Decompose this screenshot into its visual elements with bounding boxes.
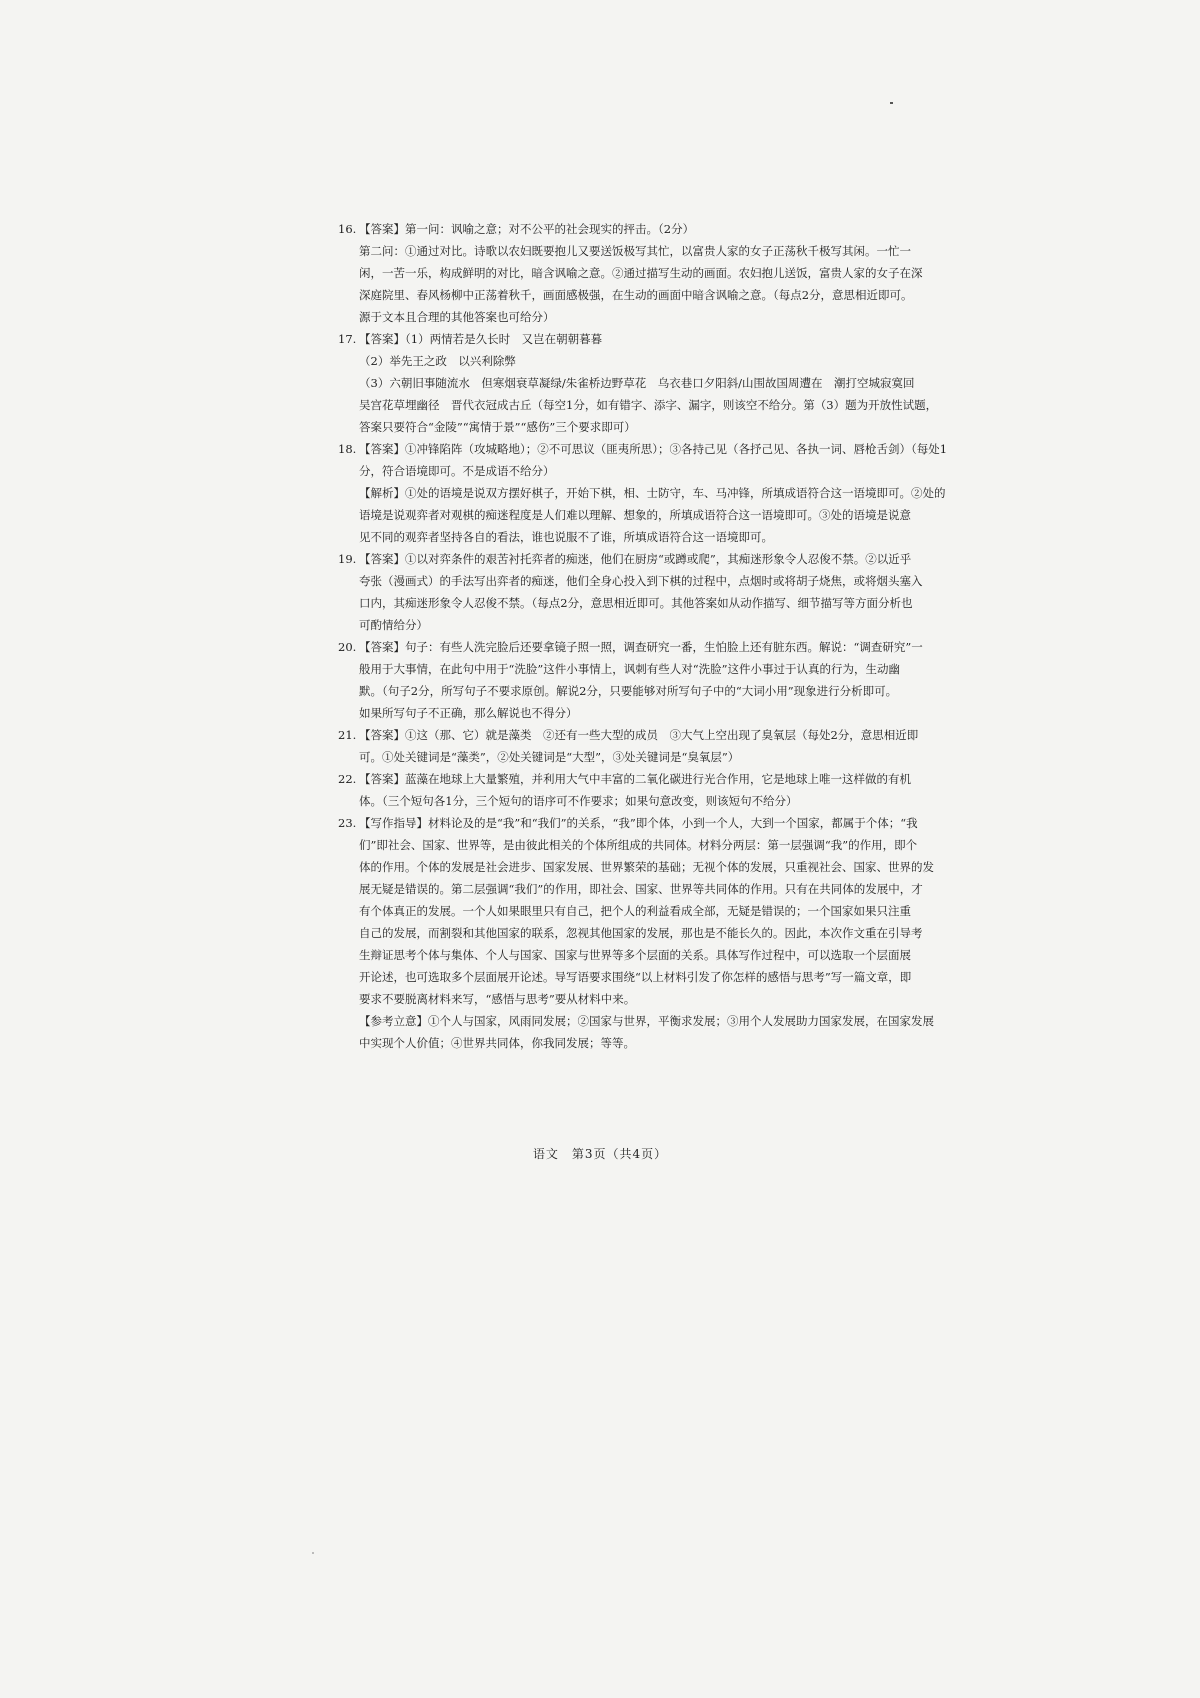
answer-line: 自己的发展，而割裂和其他国家的联系，忽视其他国家的发展，那也是不能长久的。因此，本次作文重在引导考	[359, 926, 923, 940]
answer-line: 如果所写句子不正确，那么解说也不得分）	[359, 706, 578, 720]
answer-line: 开论述，也可选取多个层面展开论述。导写语要求围绕“以上材料引发了你怎样的感悟与思考”写一篇文章，即	[359, 970, 912, 984]
answer-line: 【答案】蓝藻在地球上大量繁殖，并利用大气中丰富的二氧化碳进行光合作用，它是地球上唯一这样做的有机	[359, 772, 911, 786]
answer-line: 【答案】①冲锋陷阵（攻城略地）；②不可思议（匪夷所思）；③各持己见（各抒己见、各执一词、唇枪舌剑）（每处1	[359, 442, 948, 456]
answer-body	[359, 724, 972, 768]
answer-line: 见不同的观弈者坚持各自的看法，谁也说服不了谁，所填成语符合这一语境即可。	[359, 530, 773, 544]
answer-line: 分，符合语境即可。不是成语不给分）	[359, 464, 555, 478]
question-number: 23.	[338, 816, 357, 830]
answer-item	[338, 636, 972, 724]
answer-item	[338, 724, 972, 768]
answer-line: 【答案】句子：有些人洗完脸后还要拿镜子照一照，调查研究一番，生怕脸上还有脏东西。解说：“调查研究”一	[359, 640, 923, 654]
answer-line: 可。①处关键词是“藻类”，②处关键词是“大型”，③处关键词是“臭氧层”）	[359, 750, 740, 764]
answer-line: 们”即社会、国家、世界等，是由彼此相关的个体所组成的共同体。材料分两层：第一层强调“我”的作用，即个	[359, 838, 918, 852]
question-number: 18.	[338, 442, 357, 456]
answer-line: 深庭院里、春风杨柳中正荡着秋千，画面感极强，在生动的画面中暗含讽喻之意。（每点2分，意思相近即可。	[359, 288, 913, 302]
answer-line: （2）举先王之政 以兴利除弊	[359, 354, 516, 368]
answer-line: 有个体真正的发展。一个人如果眼里只有自己，把个人的利益看成全部，无疑是错误的；一个国家如果只注重	[359, 904, 911, 918]
question-number: 22.	[338, 772, 357, 786]
answer-item	[338, 768, 972, 812]
answer-line: 答案只要符合“金陵”“寓情于景”“感伤”三个要求即可）	[359, 420, 636, 434]
question-number: 17.	[338, 332, 357, 346]
answer-item	[338, 438, 972, 548]
answer-item	[338, 218, 972, 328]
answer-line: 要求不要脱离材料来写，“感悟与思考”要从材料中来。	[359, 992, 636, 1006]
answer-line: 展无疑是错误的。第二层强调“我们”的作用，即社会、国家、世界等共同体的作用。只有在共同体的发展中，才	[359, 882, 923, 896]
answer-line: 中实现个人价值；④世界共同体，你我同发展；等等。	[359, 1036, 635, 1050]
answer-line: 【解析】①处的语境是说双方摆好棋子，开始下棋，相、士防守，车、马冲锋，所填成语符合这一语境即可。②处的	[359, 486, 946, 500]
answer-line: 【写作指导】材料论及的是“我”和“我们”的关系，“我”即个体，小到一个人，大到一个国家，都属于个体；“我	[359, 816, 918, 830]
scan-speck	[890, 102, 893, 104]
answer-body	[359, 812, 972, 1054]
answer-body	[359, 768, 972, 812]
answer-line: 【答案】①这（那、它）就是藻类 ②还有一些大型的成员 ③大气上空出现了臭氧层（每处2分，意思相近即	[359, 728, 919, 742]
question-number: 21.	[338, 728, 357, 742]
page-footer: 语文 第3页（共4页）	[532, 1147, 668, 1161]
answer-body	[359, 218, 972, 328]
answer-line: 【答案】第一问：讽喻之意；对不公平的社会现实的抨击。（2分）	[359, 222, 695, 236]
question-number: 16.	[338, 222, 357, 236]
answer-item	[338, 812, 972, 1054]
answer-body	[359, 548, 972, 636]
answer-line: 语境是说观弈者对观棋的痴迷程度是人们难以理解、想象的，所填成语符合这一语境即可。③处的语境是说意	[359, 508, 911, 522]
answer-line: 吴宫花草埋幽径 晋代衣冠成古丘（每空1分，如有错字、添字、漏字，则该空不给分。第（3）题为开放性试题，	[359, 398, 938, 412]
answer-body	[359, 328, 972, 438]
answer-line: 体。（三个短句各1分，三个短句的语序可不作要求；如果句意改变，则该短句不给分）	[359, 794, 798, 808]
answer-line: 源于文本且合理的其他答案也可给分）	[359, 310, 555, 324]
answer-line: 体的作用。个体的发展是社会进步、国家发展、世界繁荣的基础；无视个体的发展，只重视社会、国家、世界的发	[359, 860, 934, 874]
answer-body	[359, 636, 972, 724]
answer-line: 夸张（漫画式）的手法写出弈者的痴迷，他们全身心投入到下棋的过程中，点烟时或将胡子烧焦，或将烟头塞入	[359, 574, 923, 588]
answer-line: 【答案】（1）两情若是久长时 又岂在朝朝暮暮	[359, 332, 603, 346]
answer-line: 闲，一苦一乐，构成鲜明的对比，暗含讽喻之意。②通过描写生动的画面。农妇抱儿送饭，富贵人家的女子在深	[359, 266, 923, 280]
answer-item	[338, 548, 972, 636]
question-number: 20.	[338, 640, 357, 654]
question-number: 19.	[338, 552, 357, 566]
answer-item	[338, 328, 972, 438]
answer-line: 口内，其痴迷形象令人忍俊不禁。（每点2分，意思相近即可。其他答案如从动作描写、细节描写等方面分析也	[359, 596, 913, 610]
answer-body	[359, 438, 972, 548]
answer-line: 般用于大事情，在此句中用于“洗脸”这件小事情上，讽刺有些人对“洗脸”这件小事过于认真的行为，生动幽	[359, 662, 901, 676]
answer-line: 【参考立意】①个人与国家，风雨同发展；②国家与世界，平衡求发展；③用个人发展助力国家发展，在国家发展	[359, 1014, 934, 1028]
answer-line: （3）六朝旧事随流水 但寒烟衰草凝绿/朱雀桥边野草花 乌衣巷口夕阳斜/山围故国周遭在 潮打空城寂寞回	[359, 376, 915, 390]
answer-line: 【答案】①以对弈条件的艰苦衬托弈者的痴迷，他们在厨房“或蹲或爬”，其痴迷形象令人忍俊不禁。②以近乎	[359, 552, 912, 566]
answer-line: 第二问：①通过对比。诗歌以农妇既要抱儿又要送饭极写其忙，以富贵人家的女子正荡秋千极写其闲。一忙一	[359, 244, 911, 258]
answer-key	[338, 218, 972, 1054]
scan-speck	[312, 1552, 314, 1554]
answer-line: 生辩证思考个体与集体、个人与国家、国家与世界等多个层面的关系。具体写作过程中，可以选取一个层面展	[359, 948, 911, 962]
answer-line: 可酌情给分）	[359, 618, 428, 632]
answer-line: 默。（句子2分，所写句子不要求原创。解说2分，只要能够对所写句子中的“大词小用”现象进行分析即可。	[359, 684, 898, 698]
